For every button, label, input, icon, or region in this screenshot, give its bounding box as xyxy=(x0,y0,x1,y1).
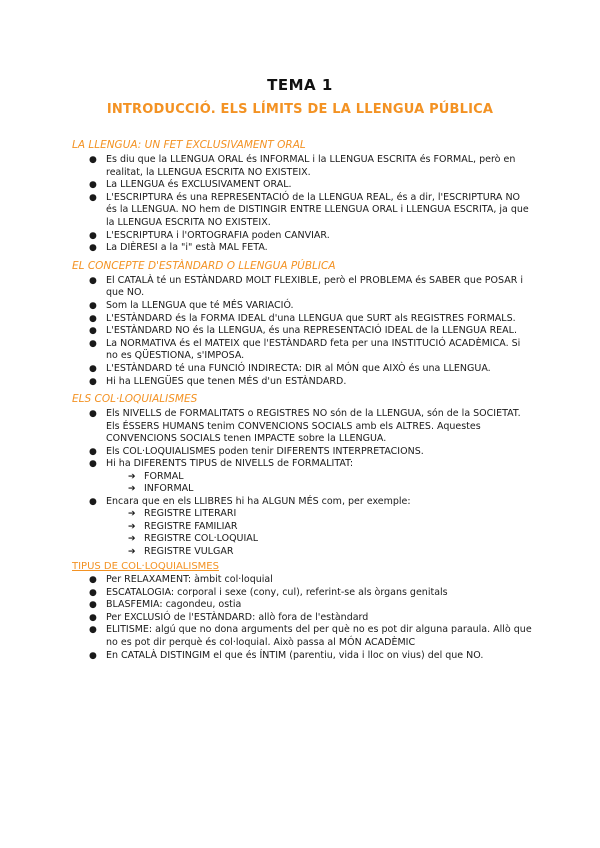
bullet-list xyxy=(72,408,532,558)
list-item xyxy=(72,650,532,663)
list-item xyxy=(72,325,532,338)
list-item xyxy=(72,338,532,363)
list-item-text: Som la LLENGUA que té MÉS VARIACIÓ. xyxy=(106,299,294,311)
list-item xyxy=(72,408,532,446)
list-item xyxy=(72,496,532,558)
subsection-heading: TIPUS DE COL·LOQUIALISMES xyxy=(72,561,219,573)
bullet-icon: ● xyxy=(89,338,97,349)
list-item-text: Per EXCLUSIÓ de l'ESTÀNDARD: allò fora de l'estàndard xyxy=(106,611,369,623)
list-item-text: Per RELAXAMENT: àmbit col·loquial xyxy=(106,574,273,586)
list-item xyxy=(72,612,532,625)
bullet-list xyxy=(72,275,532,388)
bullet-icon: ● xyxy=(89,313,97,324)
bullet-icon: ● xyxy=(89,326,97,337)
arrow-right-icon: ➔ xyxy=(128,472,136,483)
bullet-icon: ● xyxy=(89,230,97,241)
arrow-right-icon: ➔ xyxy=(128,534,136,545)
sub-list-item-text: FORMAL xyxy=(144,471,184,483)
bullet-icon: ● xyxy=(89,300,97,311)
section-llengua-oral xyxy=(72,139,532,255)
list-item-text: L'ESCRIPTURA és una REPRESENTACIÓ de la LLENGUA REAL, és a dir, l'ESCRIPTURA NO és la LLENGUA. NO hem de DISTINGIR ENTRE LLENGUA ORAL i LLENGUA ESCRITA, ja que la LLENGUA ESCRITA NO EXISTEIX. xyxy=(106,191,529,228)
sub-list-item-text: REGISTRE LITERARI xyxy=(144,508,237,520)
list-item xyxy=(72,179,532,192)
bullet-icon: ● xyxy=(89,409,97,420)
bullet-icon: ● xyxy=(89,180,97,191)
bullet-icon: ● xyxy=(89,459,97,470)
sub-list-item-text: REGISTRE VULGAR xyxy=(144,545,234,557)
list-item-text: La NORMATIVA és el MATEIX que l'ESTÀNDARD feta per una INSTITUCIÓ ACADÈMICA. Si no es QÜESTIONA, s'IMPOSA. xyxy=(106,337,521,362)
list-item-text: L'ESTÀNDARD és la FORMA IDEAL d'una LLENGUA que SURT als REGISTRES FORMALS. xyxy=(106,312,516,324)
list-item xyxy=(72,624,532,649)
section-heading: EL CONCEPTE D'ESTÀNDARD O LLENGUA PÚBLICA xyxy=(72,259,336,272)
list-item-text: La DIÈRESI a la "i" està MAL FETA. xyxy=(106,242,268,254)
list-item xyxy=(72,192,532,230)
sub-list-item xyxy=(106,483,532,495)
arrow-right-icon: ➔ xyxy=(128,484,136,495)
bullet-icon: ● xyxy=(89,600,97,611)
bullet-icon: ● xyxy=(89,275,97,286)
list-item-text: Hi ha LLENGÜES que tenen MÉS d'un ESTÀNDARD. xyxy=(106,375,347,387)
sub-list-item-text: REGISTRE FAMILIAR xyxy=(144,520,238,532)
bullet-icon: ● xyxy=(89,363,97,374)
bullet-icon: ● xyxy=(89,575,97,586)
bullet-icon: ● xyxy=(89,612,97,623)
list-item xyxy=(72,587,532,600)
list-item xyxy=(72,275,532,300)
sub-list-item xyxy=(106,508,532,520)
section-heading: LA LLENGUA: UN FET EXCLUSIVAMENT ORAL xyxy=(72,139,306,151)
list-item xyxy=(72,242,532,255)
section-heading: ELS COL·LOQUIALISMES xyxy=(72,393,198,406)
list-item-text: Hi ha DIFERENTS TIPUS de NIVELLS de FORMALITAT: xyxy=(106,458,354,470)
sub-list-item-text: INFORMAL xyxy=(144,483,194,495)
list-item xyxy=(72,300,532,313)
sub-list-item-text: REGISTRE COL·LOQUIAL xyxy=(144,533,259,545)
page-subtitle: INTRODUCCIÓ. ELS LÍMITS DE LA LLENGUA PÚBLICA xyxy=(106,102,494,117)
list-item xyxy=(72,376,532,389)
bullet-icon: ● xyxy=(89,446,97,457)
sub-list-item xyxy=(106,546,532,558)
list-item xyxy=(72,458,532,495)
list-item xyxy=(72,363,532,376)
list-item-text: L'ESCRIPTURA i l'ORTOGRAFIA poden CANVIAR. xyxy=(106,229,330,241)
section-tipus-col-loquialismes xyxy=(72,560,532,662)
bullet-icon: ● xyxy=(89,243,97,254)
list-item xyxy=(72,599,532,612)
list-item-text: BLASFEMIA: cagondeu, ostia xyxy=(106,599,242,611)
sub-list xyxy=(106,508,532,558)
section-estandard xyxy=(72,260,532,388)
sub-list-item xyxy=(106,471,532,483)
page-title: TEMA 1 xyxy=(267,76,333,94)
sub-list-item xyxy=(106,533,532,545)
list-item-text: Els NIVELLS de FORMALITATS o REGISTRES NO són de la LLENGUA, són de la SOCIETAT. Els ÉSSERS HUMANS tenim CONVENCIONS SOCIALS amb els ALTRES. Aquestes CONVENCIONS SOCIALS tenen IMPACTE sobre la LLENGUA. xyxy=(106,408,521,445)
bullet-icon: ● xyxy=(89,192,97,203)
list-item xyxy=(72,154,532,179)
bullet-icon: ● xyxy=(89,650,97,661)
bullet-icon: ● xyxy=(89,155,97,165)
list-item-text: ELITISME: algú que no dona arguments del per què no es pot dir alguna paraula. Allò que no es pot dir perquè és col·loquial. Això passa al MÓN ACADÈMIC xyxy=(106,624,532,649)
list-item-text: L'ESTÀNDARD NO és la LLENGUA, és una REPRESENTACIÓ IDEAL de la LLENGUA REAL. xyxy=(106,325,517,337)
list-item-text: ESCATALOGIA: corporal i sexe (cony, cul), referint-se als òrgans genitals xyxy=(106,586,448,598)
document-content xyxy=(72,139,532,662)
list-item-text: Els COL·LOQUIALISMES poden tenir DIFERENTS INTERPRETACIONS. xyxy=(106,445,424,457)
bullet-list xyxy=(72,574,532,662)
arrow-right-icon: ➔ xyxy=(128,521,136,532)
list-item xyxy=(72,230,532,243)
bullet-icon: ● xyxy=(89,496,97,507)
list-item xyxy=(72,313,532,326)
list-item-text: L'ESTÀNDARD té una FUNCIÓ INDIRECTA: DIR al MÓN que AIXÒ és una LLENGUA. xyxy=(106,362,491,374)
list-item xyxy=(72,574,532,587)
list-item-text: Es diu que la LLENGUA ORAL és INFORMAL i la LLENGUA ESCRITA és FORMAL, però en realitat, la LLENGUA ESCRITA NO EXISTEIX. xyxy=(106,154,516,178)
sub-list xyxy=(106,471,532,496)
list-item-text: Encara que en els LLIBRES hi ha ALGUN MÉS com, per exemple: xyxy=(106,495,411,507)
bullet-icon: ● xyxy=(89,376,97,387)
arrow-right-icon: ➔ xyxy=(128,509,136,520)
sub-list-item xyxy=(106,521,532,533)
list-item-text: La LLENGUA és EXCLUSIVAMENT ORAL. xyxy=(106,179,292,191)
section-col-loquialismes xyxy=(72,393,532,558)
list-item-text: El CATALÀ té un ESTÀNDARD MOLT FLEXIBLE, però el PROBLEMA és SABER que POSAR i que NO. xyxy=(106,274,523,299)
bullet-list xyxy=(72,154,532,255)
list-item-text: En CATALÀ DISTINGIM el que és ÍNTIM (parentiu, vida i lloc on vius) del que NO. xyxy=(106,649,484,661)
bullet-icon: ● xyxy=(89,587,97,598)
arrow-right-icon: ➔ xyxy=(128,546,136,557)
list-item xyxy=(72,446,532,459)
bullet-icon: ● xyxy=(89,625,97,636)
